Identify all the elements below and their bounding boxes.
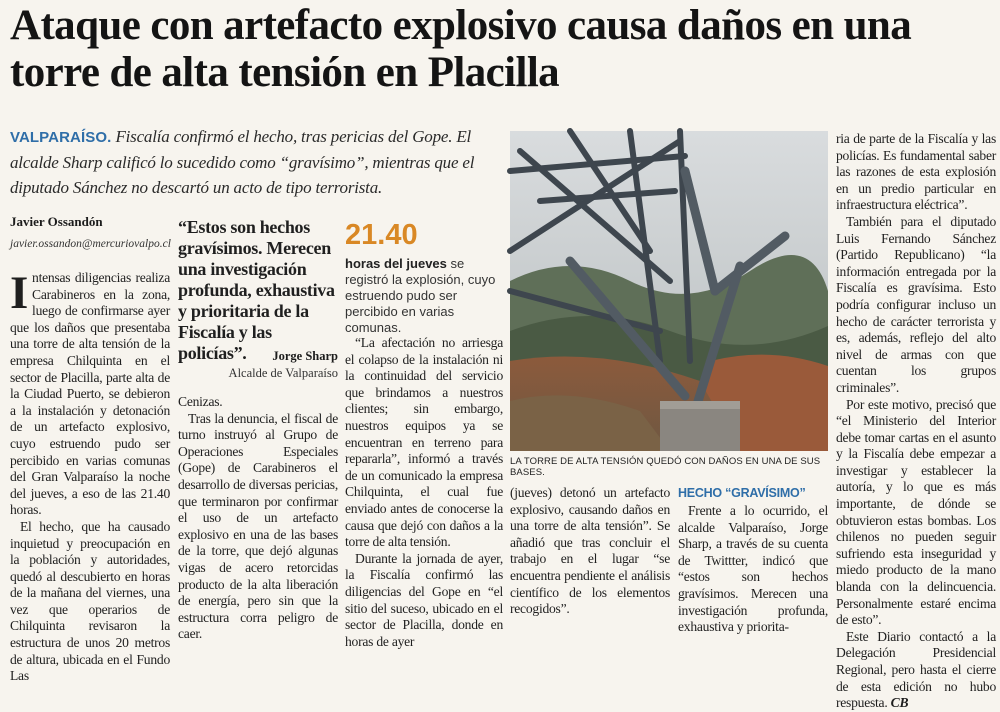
article-column-2: [178, 394, 338, 642]
author-email[interactable]: javier.ossandon@mercuriovalpo.cl: [10, 238, 171, 250]
body-paragraph: También para el diputado Luis Fernando Sánchez (Partido Republicano) “la información entregada por la Fiscalía es gravísima. Esto podría configurar incluso un hecho de carácter terrorista y es, además, reflejo del alto nivel de armas con que cuentan los grupos criminales”.: [836, 213, 996, 395]
pull-quote: “Estos son hechos gravísimos. Merecen una investigación profunda, exhaustiva y prioritaria de la Fiscalía y las policías”.: [178, 217, 335, 363]
article-column-4b: [678, 485, 828, 635]
dateline-location: VALPARAÍSO.: [10, 129, 112, 146]
body-paragraph: Frente a lo ocurrido, el alcalde Valparaíso, Jorge Sharp, a través de su cuenta de Twittter, indicó que “estos son hechos gravísimos. Merecen una investigación profunda, exhaustiva y priorita-: [678, 503, 828, 635]
body-paragraph: (jueves) detonó un artefacto explosivo, causando daños en una torre de alta tensión”. Se añadió que tras concluir el trabajo en el lugar “se encuentra pendiente el análisis científico de los elementos recogidos”.: [510, 485, 670, 617]
drop-cap: I: [10, 267, 29, 319]
body-paragraph: Cenizas.: [178, 394, 223, 409]
body-paragraph: “La afectación no arriesga el colapso de la instalación ni la continuidad del servicio que brindamos a nuestros clientes; sin embargo, nuestros equipos ya se encuentran en terreno para repararla”, informó a través de un comunicado la empresa Chilquinta, el cual fue enviado antes de conocerse la causa que dejó con daños a la torre de alta tensión.: [345, 335, 503, 550]
quote-attribution-name: Jorge Sharp: [272, 349, 338, 363]
body-paragraph: El hecho, que ha causado inquietud y preocupación en la población y autoridades, quedó al descubierto en horas de la mañana del viernes, una vez que operarios de Chilquinta revisaron la estructura de unos 20 metros de altura, ubicada en el Fundo Las: [10, 518, 170, 684]
body-paragraph: Durante la jornada de ayer, la Fiscalía confirmó las diligencias del Gope en “el sitio del suceso, ubicado en el sector de Placilla, donde en horas de ayer: [345, 550, 503, 649]
body-paragraph: Por este motivo, precisó que “el Ministerio del Interior debe tomar cartas en el asunto y la Fiscalía debe empezar a investigar y establecer la autoría, y lo que es más importante, de dónde se obtuvieron estas bombas. Los chilenos no pueden seguir sufriendo esta inseguridad y miedo producto de la mano blanda con la delincuencia. Personalmente estaré encima de esto”.: [836, 396, 996, 628]
body-paragraph: ria de parte de la Fiscalía y las policías. Es fundamental saber las razones de esta explosión en un predio particular en infraestructura eléctrica”.: [836, 131, 996, 213]
headline: Ataque con artefacto explosivo causa daños en una torre de alta tensión en Placilla: [10, 2, 912, 96]
tower-photo: [510, 131, 828, 451]
factbox-number: 21.40: [345, 219, 418, 251]
author-name: Javier Ossandón: [10, 214, 103, 229]
section-subhead: HECHO “GRAVÍSIMO”: [678, 486, 806, 500]
body-paragraph: Intensas diligencias realiza Carabineros en la zona, luego de confirmarse ayer que los daños que presentaba una torre de alta tensión de la empresa Chilquinta en el sector de Placilla, parte alta de la Ciudad Puerto, se debieron a la instalación y detonación de un artefacto explosivo, cuyo estruendo pudo ser percibido en varias comunas del Gran Valparaíso la noche del jueves, a eso de las 21.40 horas.: [10, 267, 170, 518]
body-paragraph: Tras la denuncia, el fiscal de turno instruyó al Grupo de Operaciones Especiales (Gope) de Carabineros el desarrollo de diversas pericias, que terminaron por confirmar el uso de un artefacto explosivo en una de las bases de la torre, que dejó algunas vigas de acero retorcidas producto de la alta liberación de energía, pero sin que la estructura corra peligro de caer.: [178, 410, 338, 642]
lead-paragraph: [10, 124, 505, 200]
factbox-bold: horas del jueves: [345, 256, 447, 271]
lead-text: Fiscalía confirmó el hecho, tras pericias del Gope. El alcalde Sharp calificó lo sucedido como “gravísimo”, mientras que el diputado Sánchez no descartó un acto de tipo terrorista.: [10, 127, 475, 197]
end-mark: CB: [890, 695, 909, 711]
byline: [10, 214, 170, 252]
article-column-3: [345, 335, 503, 649]
quote-attribution-role: Alcalde de Valparaíso: [228, 366, 338, 380]
factbox-text: horas del jueves se registró la explosión, cuyo estruendo pudo ser percibido en varias comunas.: [345, 256, 496, 335]
photo-caption: LA TORRE DE ALTA TENSIÓN QUEDÓ CON DAÑOS EN UNA DE SUS BASES.: [510, 456, 821, 478]
tower-photo-illustration: [510, 131, 828, 451]
article-column-1: [10, 267, 170, 684]
article-column-5: [836, 131, 996, 711]
body-paragraph: Este Diario contactó a la Delegación Presidencial Regional, pero hasta el cierre de esta edición no hubo respuesta. CB: [836, 628, 996, 711]
article-column-4a: [510, 485, 670, 617]
